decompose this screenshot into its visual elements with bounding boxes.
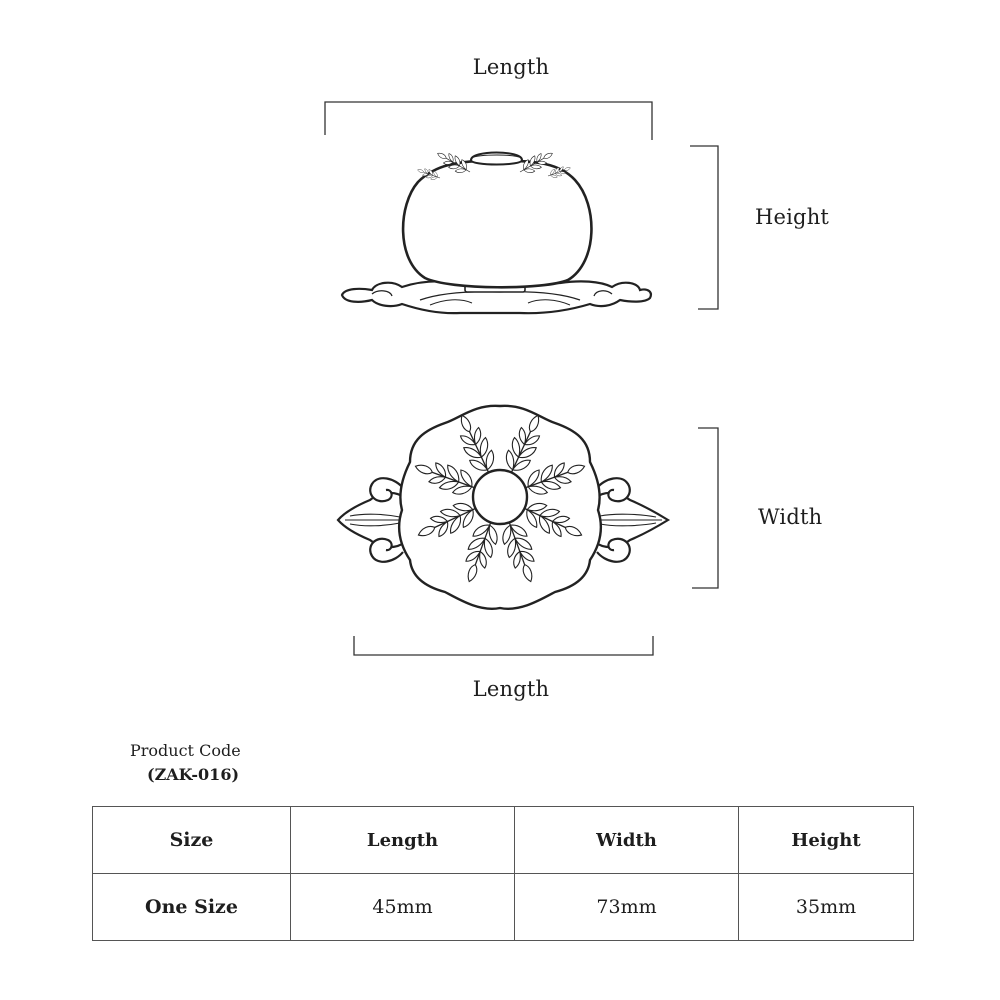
header-height: Height bbox=[739, 807, 914, 874]
cell-width: 73mm bbox=[515, 874, 739, 941]
top-view-center-cap bbox=[473, 470, 527, 524]
side-view-knob bbox=[342, 148, 651, 314]
cell-size: One Size bbox=[93, 874, 291, 941]
bottom-length-bracket bbox=[354, 636, 653, 655]
top-view-knob bbox=[338, 406, 668, 609]
cell-height: 35mm bbox=[739, 874, 914, 941]
height-label: Height bbox=[755, 205, 830, 229]
cell-length: 45mm bbox=[291, 874, 515, 941]
product-code-value: (ZAK-016) bbox=[147, 765, 240, 784]
table-row bbox=[93, 874, 914, 941]
top-length-label: Length bbox=[472, 55, 550, 79]
height-bracket bbox=[690, 146, 718, 309]
header-width: Width bbox=[515, 807, 739, 874]
product-code-label: Product Code bbox=[130, 741, 241, 760]
header-size: Size bbox=[93, 807, 291, 874]
header-length: Length bbox=[291, 807, 515, 874]
size-table bbox=[92, 806, 914, 941]
bottom-length-label: Length bbox=[472, 677, 550, 701]
top-view-left-scroll bbox=[338, 478, 405, 562]
top-length-bracket bbox=[325, 102, 652, 140]
top-view-right-scroll bbox=[595, 478, 668, 562]
table-header-row bbox=[93, 807, 914, 874]
width-bracket bbox=[692, 428, 718, 588]
width-label: Width bbox=[758, 505, 823, 529]
